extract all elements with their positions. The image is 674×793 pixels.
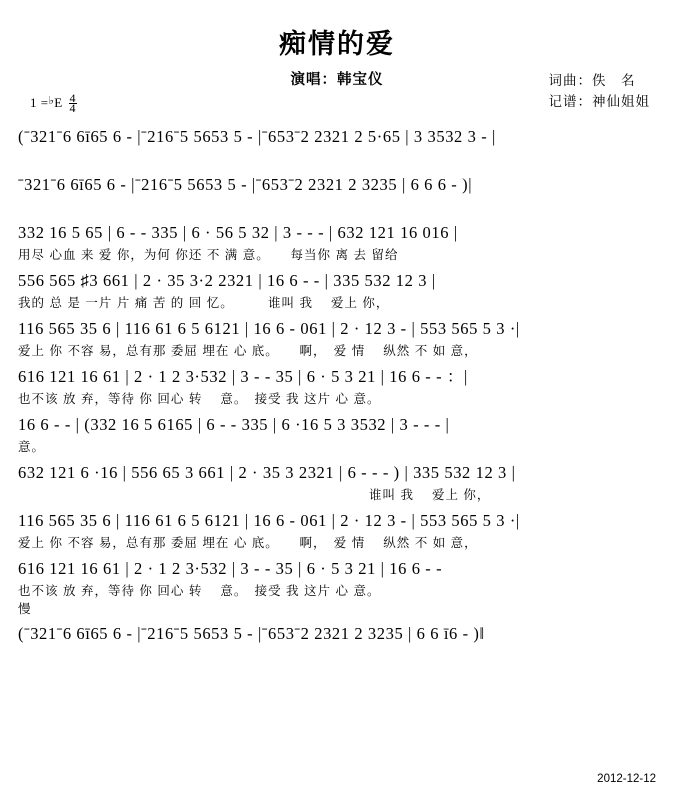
notation-line: 616 121 16 61 | 2 · 1 2 3·532 | 3 - - 35 | 6 · 5 3 21 | 16 6 - - bbox=[18, 559, 443, 578]
system-row bbox=[0, 554, 674, 601]
music-body bbox=[0, 122, 674, 650]
system-row bbox=[0, 218, 674, 265]
notation-line: 332 16 5 65 | 6 - - 335 | 6 · 56 5 32 | 3 - - - | 632 121 16 016 | bbox=[18, 223, 458, 242]
lyrics-line: 我的 总 是 一片 片 痛 苦 的 回 忆。 谁叫 我 爱上 你， bbox=[18, 296, 390, 310]
notation-line: 116 565 35 6 | 116 61 6 5 6121 | 16 6 - 061 | 2 · 12 3 - | 553 565 5 3 ·| bbox=[18, 319, 520, 338]
system-row bbox=[0, 170, 674, 217]
key-and-meter bbox=[30, 90, 77, 115]
page-title: 痴情的爱 bbox=[279, 29, 395, 59]
credits-block bbox=[549, 70, 651, 112]
lyrics-line: 也不该 放 弃，等待 你 回心 转 意。 接受 我 这片 心 意。 bbox=[18, 392, 381, 406]
system-row bbox=[0, 600, 674, 649]
lyrics-line: 意。 bbox=[18, 440, 46, 454]
date-stamp: 2012-12-12 bbox=[597, 773, 656, 785]
system-row bbox=[0, 362, 674, 409]
notation-line: ˉ321ˉ6 6ī65 6 - |ˉ216ˉ5 5653 5 - |ˉ653ˉ2 2321 2 3235 | 6 6 6 - )| bbox=[18, 175, 473, 194]
notation-line: 556 565 ♯3 661 | 2 · 35 3·2 2321 | 16 6 - - | 335 532 12 3 | bbox=[18, 271, 436, 290]
flat-sign: ♭ bbox=[48, 95, 55, 107]
lyrics-line: 谁叫 我 爱上 你， bbox=[18, 488, 491, 502]
meter-denominator: 4 bbox=[69, 100, 76, 115]
lyrics-line: 爱上 你 不容 易，总有那 委屈 埋在 心 底。 啊， 爱 情 纵然 不 如 意， bbox=[18, 536, 478, 550]
system-row bbox=[0, 314, 674, 361]
notation-line: (ˉ321ˉ6 6ī65 6 - |ˉ216ˉ5 5653 5 - |ˉ653ˉ2 2321 2 3235 | 6 6 ī6 - )‖ bbox=[18, 624, 485, 643]
credit-notation: 记谱：神仙姐姐 bbox=[548, 94, 650, 109]
singer-line: 演唱：韩宝仪 bbox=[290, 72, 384, 88]
time-signature bbox=[69, 90, 78, 115]
tempo-marking: 慢 bbox=[18, 602, 32, 616]
system-row bbox=[0, 410, 674, 457]
lyrics-line bbox=[18, 198, 656, 217]
lyrics-line bbox=[18, 150, 656, 169]
meter-numerator: 4 bbox=[69, 90, 76, 105]
notation-line: 632 121 6 ·16 | 556 65 3 661 | 2 · 35 3 2321 | 6 - - - ) | 335 532 12 3 | bbox=[18, 463, 516, 482]
key-prefix: 1 = bbox=[30, 95, 49, 110]
lyrics-line: 也不该 放 弃，等待 你 回心 转 意。 接受 我 这片 心 意。 bbox=[18, 584, 381, 598]
lyrics-line: 用尽 心血 来 爱 你，为何 你还 不 满 意。 每当你 离 去 留给 bbox=[18, 248, 399, 262]
notation-line: 16 6 - - | (332 16 5 6165 | 6 - - 335 | 6 ·16 5 3 3532 | 3 - - - | bbox=[18, 415, 450, 434]
system-row bbox=[0, 122, 674, 169]
key-letter: E bbox=[54, 95, 63, 110]
lyrics-line: 爱上 你 不容 易，总有那 委屈 埋在 心 底。 啊， 爱 情 纵然 不 如 意， bbox=[18, 344, 478, 358]
system-row bbox=[0, 458, 674, 505]
notation-line: 116 565 35 6 | 116 61 6 5 6121 | 16 6 - 061 | 2 · 12 3 - | 553 565 5 3 ·| bbox=[18, 511, 520, 530]
notation-line: (ˉ321ˉ6 6ī65 6 - |ˉ216ˉ5 5653 5 - |ˉ653ˉ2 2321 2 5·65 | 3 3532 3 - | bbox=[18, 127, 496, 146]
notation-line: 616 121 16 61 | 2 · 1 2 3·532 | 3 - - 35 | 6 · 5 3 21 | 16 6 - - ：| bbox=[18, 367, 468, 386]
system-row bbox=[0, 266, 674, 313]
system-row bbox=[0, 506, 674, 553]
credit-lyrics: 词曲：佚 名 bbox=[548, 73, 636, 88]
sheet-music-page bbox=[0, 22, 674, 793]
